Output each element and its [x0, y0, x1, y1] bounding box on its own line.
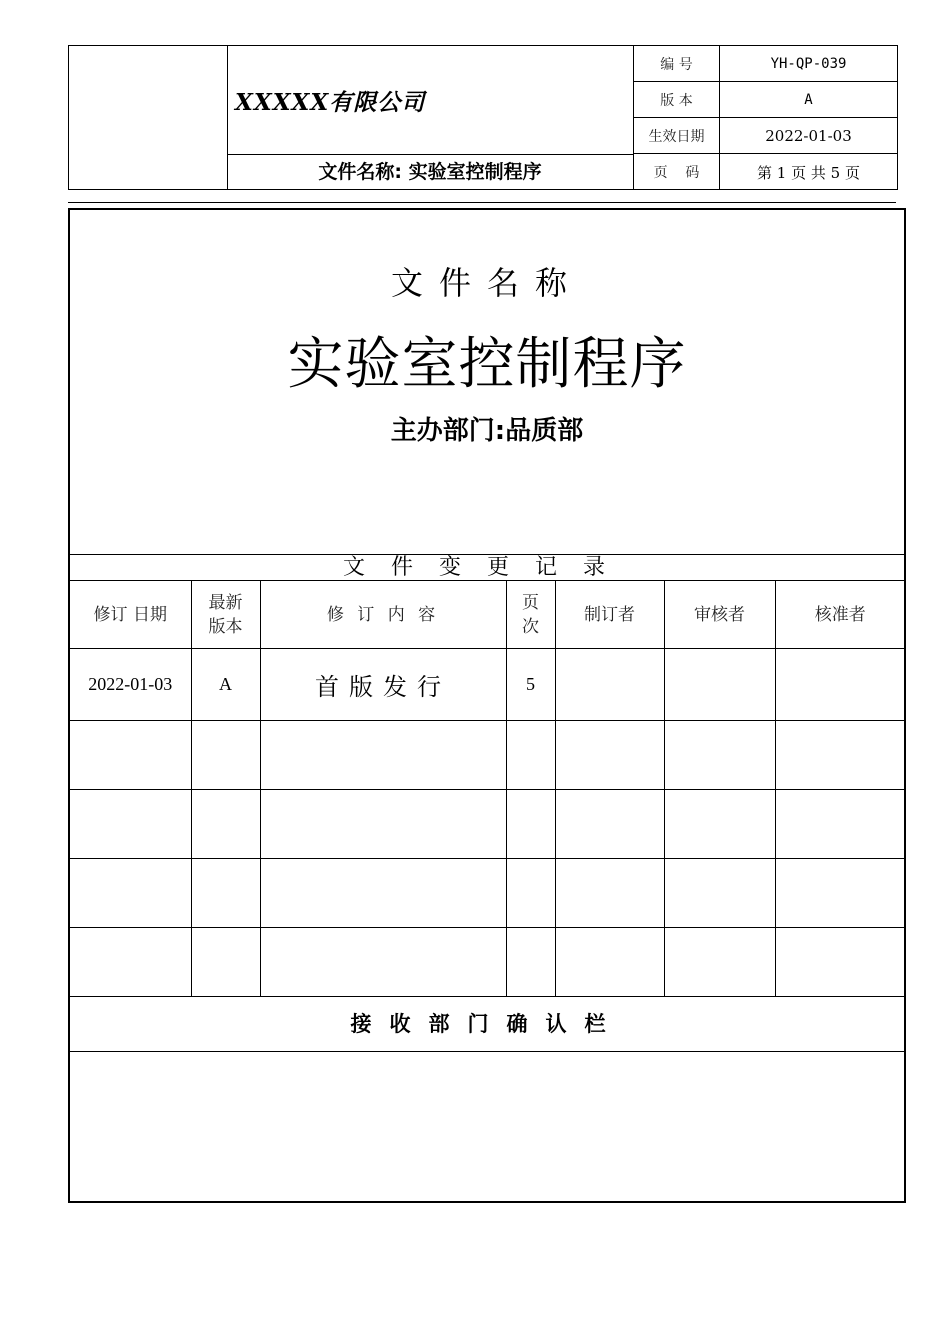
cell-approver	[775, 790, 905, 859]
file-name-label: 文件名称	[390, 264, 583, 302]
table-row	[70, 928, 905, 997]
change-record-title: 文件变更记录	[342, 555, 631, 580]
header-latest-version	[191, 581, 260, 649]
cell-author	[555, 649, 664, 721]
cell-pages	[506, 790, 555, 859]
cell-pages: 5	[506, 649, 555, 721]
cell-date	[70, 859, 191, 928]
cell-version: A	[191, 649, 260, 721]
document-body	[68, 208, 906, 1203]
responsible-department: 主办部门:品质部	[390, 416, 584, 446]
meta-value: YH-QP-039	[770, 55, 847, 72]
cell-pages	[506, 721, 555, 790]
cell-author	[555, 928, 664, 997]
cell-version	[191, 721, 260, 790]
cell-reviewer	[664, 859, 775, 928]
header-approver: 核准者	[775, 581, 905, 649]
cell-date	[70, 928, 191, 997]
cell-author	[555, 721, 664, 790]
company-cell	[227, 46, 634, 155]
document-header	[68, 45, 898, 190]
cell-date	[70, 790, 191, 859]
header-page-count	[506, 581, 555, 649]
meta-row-page	[634, 154, 897, 190]
cell-reviewer	[664, 790, 775, 859]
cell-author	[555, 790, 664, 859]
cell-content	[260, 721, 506, 790]
header-text: 最新版本	[208, 592, 243, 637]
logo-placeholder-cell	[69, 46, 228, 189]
receiving-department-box	[70, 1052, 904, 1201]
receiving-department-title: 接收部门确认栏	[70, 996, 904, 1052]
document-name-line: 文件名称: 实验室控制程序	[227, 155, 634, 189]
cell-content	[260, 790, 506, 859]
header-revision-content: 修 订 内 容	[260, 581, 506, 649]
cell-approver	[775, 721, 905, 790]
cell-content	[260, 928, 506, 997]
cell-approver	[775, 859, 905, 928]
cell-approver	[775, 649, 905, 721]
meta-label: 版 本	[634, 82, 720, 117]
meta-label: 编 号	[634, 46, 720, 81]
cell-content	[260, 859, 506, 928]
header-text: 页次	[522, 592, 539, 637]
table-row	[70, 859, 905, 928]
header-divider	[68, 202, 896, 203]
meta-label: 页 码	[634, 154, 720, 190]
header-reviewer: 审核者	[664, 581, 775, 649]
company-name: XXXXX有限公司	[235, 89, 426, 116]
table-row	[70, 649, 905, 721]
cell-reviewer	[664, 928, 775, 997]
cell-version	[191, 928, 260, 997]
change-record-table	[70, 580, 905, 997]
cell-date: 2022-01-03	[70, 649, 191, 721]
meta-row-effective-date	[634, 118, 897, 154]
header-author: 制订者	[555, 581, 664, 649]
cell-version	[191, 859, 260, 928]
document-title: 实验室控制程序	[287, 332, 687, 397]
meta-value: 2022-01-03	[765, 126, 852, 145]
meta-value: 第 1 页 共 5 页	[757, 163, 860, 182]
header-revision-date: 修订 日期	[70, 581, 191, 649]
cell-pages	[506, 859, 555, 928]
cell-author	[555, 859, 664, 928]
table-row	[70, 790, 905, 859]
cell-approver	[775, 928, 905, 997]
cell-reviewer	[664, 721, 775, 790]
table-row	[70, 721, 905, 790]
meta-row-version	[634, 82, 897, 118]
cell-content: 首版发行	[260, 649, 506, 721]
meta-row-number	[634, 46, 897, 82]
cell-date	[70, 721, 191, 790]
cell-pages	[506, 928, 555, 997]
meta-value: A	[804, 91, 813, 108]
title-area	[70, 210, 904, 555]
meta-label: 生效日期	[634, 118, 720, 153]
cell-reviewer	[664, 649, 775, 721]
table-header-row	[70, 581, 905, 649]
cell-version	[191, 790, 260, 859]
